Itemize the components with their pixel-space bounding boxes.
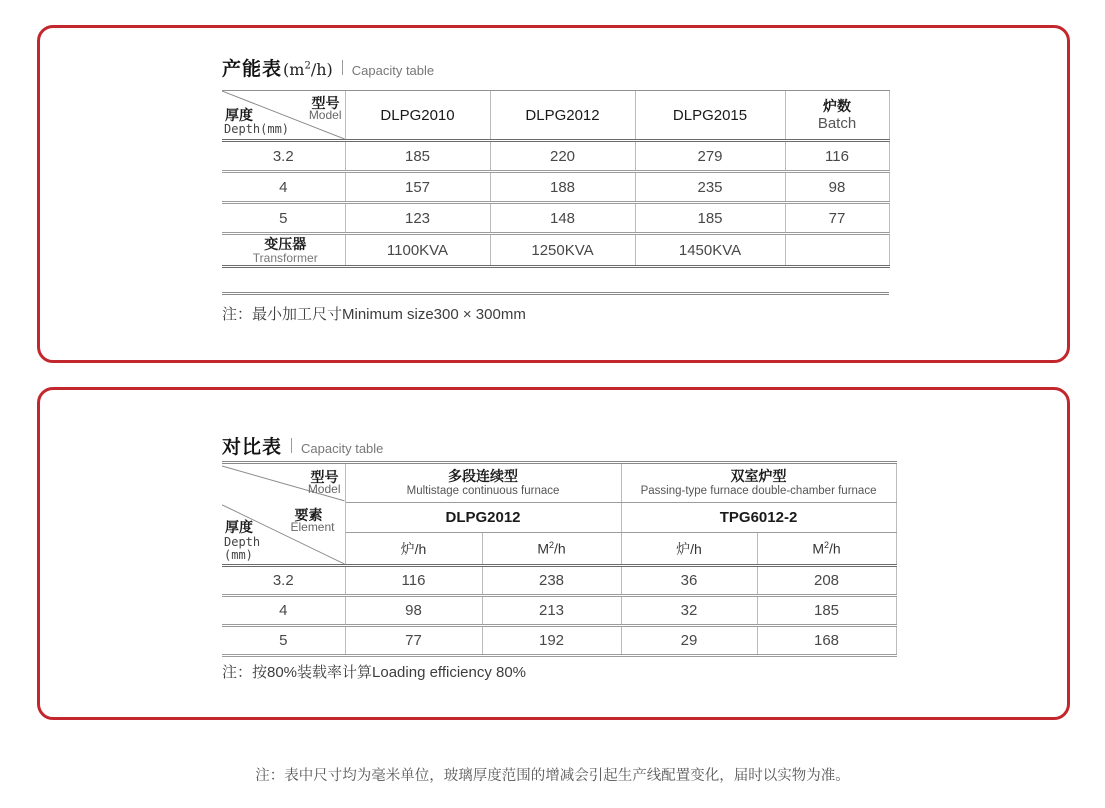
comparison-title-en: Capacity table	[301, 441, 384, 456]
capacity-panel	[37, 25, 1070, 363]
diag-depth-cn: 厚度	[225, 519, 253, 535]
value-cell: 148	[490, 203, 635, 234]
comparison-table	[222, 461, 897, 657]
value-cell: 192	[482, 626, 621, 656]
title-divider	[342, 60, 343, 75]
diag-model-cn: 型号	[311, 95, 340, 111]
unit-header-m2-per-h	[757, 533, 896, 566]
diag-depth-cn: 厚度	[225, 107, 253, 123]
title-divider	[291, 438, 292, 453]
value-cell: 77	[345, 626, 482, 656]
depth-cell: 4	[222, 596, 345, 626]
transformer-value-cell: 1250KVA	[490, 234, 635, 267]
group-header-double-chamber	[621, 463, 896, 503]
diagonal-header-cell	[222, 91, 345, 141]
value-cell: 98	[345, 596, 482, 626]
unit-close: /h)	[310, 60, 333, 79]
column-header-dlpg2012: DLPG2012	[490, 91, 635, 141]
diag-element-en: Element	[290, 520, 335, 534]
diag-model-cn: 型号	[310, 469, 339, 485]
unit-m-sup: 2	[548, 540, 554, 551]
column-header-dlpg2015: DLPG2015	[635, 91, 785, 141]
table-row	[222, 566, 896, 596]
capacity-title-cn: 产能表	[222, 59, 283, 80]
table-row	[222, 141, 889, 172]
model-header-tpg6012-2: TPG6012-2	[621, 503, 896, 533]
capacity-title-en: Capacity table	[351, 63, 435, 78]
transformer-label-cell	[222, 234, 345, 267]
diagonal-header-cell	[222, 463, 345, 566]
diag-model-en: Model	[308, 108, 342, 122]
value-cell: 185	[635, 203, 785, 234]
value-cell: 116	[345, 566, 482, 596]
depth-cell: 5	[222, 626, 345, 656]
value-cell: 213	[482, 596, 621, 626]
capacity-note: 注：最小加工尺寸Minimum size300 × 300mm	[222, 306, 526, 323]
transformer-value-cell: 1100KVA	[345, 234, 490, 267]
table-row	[222, 203, 889, 234]
value-cell: 98	[785, 172, 889, 203]
column-header-batch	[785, 91, 889, 141]
depth-cell: 3.2	[222, 141, 345, 172]
value-cell: 185	[757, 596, 896, 626]
separator-line	[222, 292, 889, 295]
value-cell: 279	[635, 141, 785, 172]
diag-depth-en-line1: Depth	[224, 535, 261, 549]
group2-label-en: Passing-type furnace double-chamber furnace	[640, 485, 877, 497]
comparison-title	[222, 432, 383, 459]
value-cell: 36	[621, 566, 757, 596]
table-row	[222, 626, 896, 656]
transformer-row	[222, 234, 889, 267]
value-cell: 32	[621, 596, 757, 626]
diag-depth-en: Depth(mm)	[224, 122, 290, 136]
batch-label-en: Batch	[817, 115, 857, 132]
unit-m-open: M	[812, 540, 824, 557]
value-cell: 157	[345, 172, 490, 203]
diag-depth-en-line2: (mm)	[224, 548, 253, 562]
transformer-value-cell: 1450KVA	[635, 234, 785, 267]
comparison-note: 注：按80%装载率计算Loading efficiency 80%	[222, 664, 527, 681]
unit-header-furnace-per-h: 炉/h	[621, 533, 757, 566]
comparison-panel	[37, 387, 1070, 720]
value-cell: 220	[490, 141, 635, 172]
group1-label-en: Multistage continuous furnace	[406, 485, 560, 497]
value-cell: 208	[757, 566, 896, 596]
unit-header-furnace-per-h: 炉/h	[345, 533, 482, 566]
transformer-label-en: Transformer	[252, 250, 318, 265]
value-cell: 123	[345, 203, 490, 234]
value-cell: 238	[482, 566, 621, 596]
value-cell: 29	[621, 626, 757, 656]
model-header-dlpg2012: DLPG2012	[345, 503, 621, 533]
footer-note: 注：表中尺寸均为毫米单位，玻璃厚度范围的增减会引起生产线配置变化，届时以实物为准。	[255, 768, 850, 784]
unit-m-open: M	[537, 540, 549, 557]
diag-model-en: Model	[307, 482, 341, 496]
value-cell: 185	[345, 141, 490, 172]
value-cell: 188	[490, 172, 635, 203]
unit-open: (m	[283, 60, 305, 79]
batch-label-cn: 炉数	[823, 98, 851, 114]
value-cell: 77	[785, 203, 889, 234]
depth-cell: 4	[222, 172, 345, 203]
value-cell: 168	[757, 626, 896, 656]
unit-m-sup: 2	[824, 540, 830, 551]
transformer-value-cell	[785, 234, 889, 267]
transformer-label-cn: 变压器	[264, 235, 307, 252]
diag-element-cn: 要素	[294, 507, 323, 523]
capacity-title	[222, 54, 434, 81]
comparison-group-row	[222, 463, 896, 503]
unit-sup: 2	[304, 60, 311, 72]
value-cell: 235	[635, 172, 785, 203]
value-cell: 116	[785, 141, 889, 172]
capacity-header-row	[222, 91, 889, 141]
table-row	[222, 172, 889, 203]
unit-m-close: /h	[554, 540, 566, 557]
depth-cell: 5	[222, 203, 345, 234]
capacity-title-unit	[283, 60, 333, 79]
group-header-multistage	[345, 463, 621, 503]
comparison-title-cn: 对比表	[222, 437, 283, 458]
depth-cell: 3.2	[222, 566, 345, 596]
group1-label-cn: 多段连续型	[448, 468, 518, 484]
group2-label-cn: 双室炉型	[730, 468, 787, 484]
column-header-dlpg2010: DLPG2010	[345, 91, 490, 141]
table-row	[222, 596, 896, 626]
capacity-table	[222, 90, 890, 268]
unit-header-m2-per-h	[482, 533, 621, 566]
unit-m-close: /h	[829, 540, 841, 557]
